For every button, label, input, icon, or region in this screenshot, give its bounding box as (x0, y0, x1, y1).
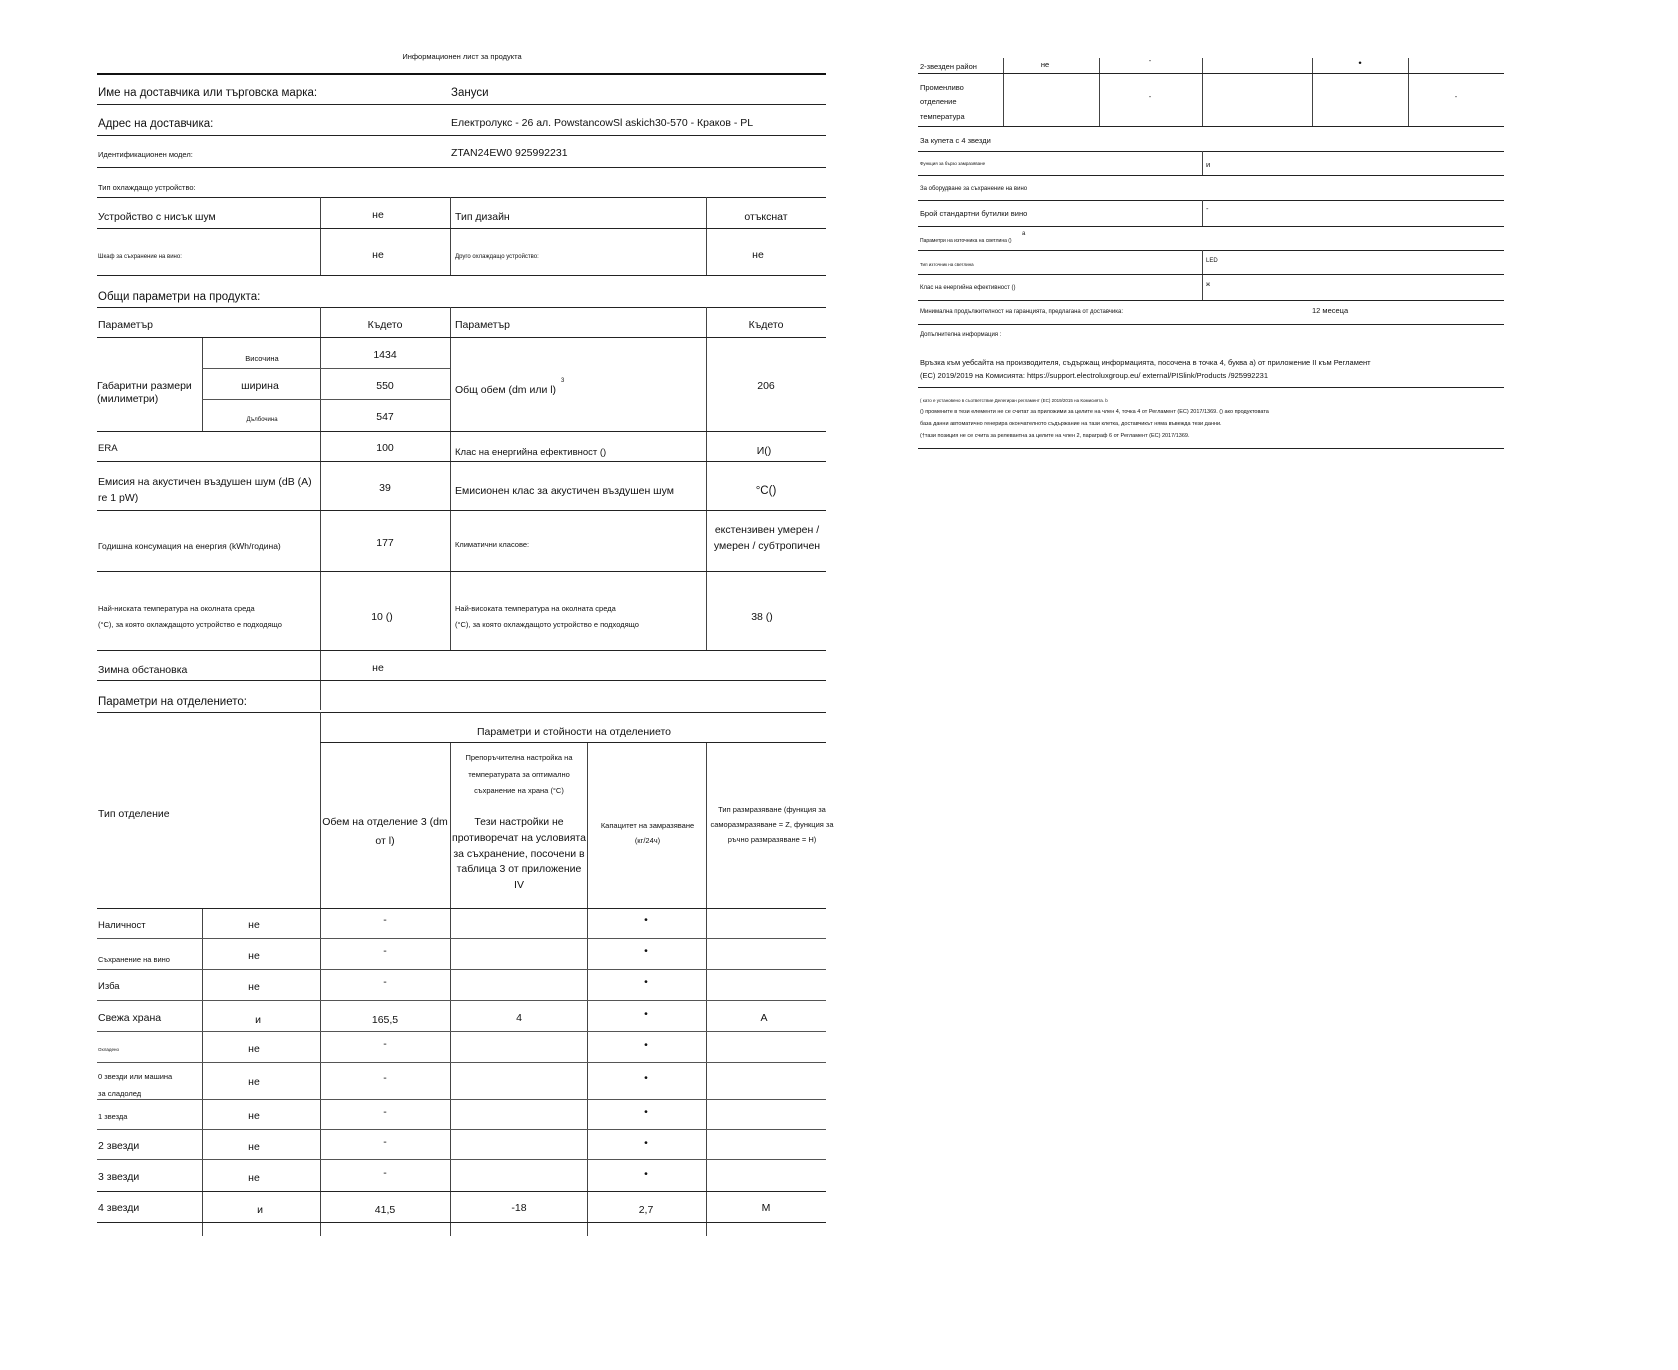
height-label: Височина (245, 354, 279, 363)
additional-label: Допълнителна информация : (920, 332, 1002, 338)
warranty-value: 12 месеца (1312, 306, 1349, 315)
row-volume: - (383, 914, 387, 926)
divider (97, 1031, 826, 1032)
link-text-line1: Връзка към уебсайта на производителя, съдържащ информацията, посочена в точка 4, буква а) от приложение II към Регламент (920, 358, 1371, 367)
row-volume: - (383, 945, 387, 957)
light-class-value: ж (1206, 282, 1211, 288)
wine-heading: За оборудване за съхранение на вино (920, 186, 1028, 192)
row-present: и (255, 1014, 261, 1026)
row-volume: - (383, 1072, 387, 1084)
row-freeze: • (644, 1106, 648, 1118)
divider (97, 650, 826, 651)
divider (97, 908, 826, 909)
divider (918, 250, 1504, 251)
general-heading: Общи параметри на продукта: (98, 291, 261, 303)
divider (97, 1191, 826, 1192)
divider (97, 104, 826, 105)
divider (918, 448, 1504, 449)
col-line (706, 307, 707, 650)
row-volume: - (383, 1038, 387, 1050)
model-label: Идентификационен модел: (98, 150, 193, 159)
row-present: не (248, 1172, 260, 1184)
divider (97, 461, 826, 462)
divider (918, 300, 1504, 301)
divider (918, 387, 1504, 388)
variable-volume: - (1148, 92, 1152, 101)
winter-value: не (372, 662, 384, 674)
row-name: 4 звезди (98, 1202, 140, 1214)
four-star-heading: За купета с 4 звезди (920, 136, 991, 145)
col-line (587, 743, 588, 1236)
winter-label: Зимна обстановка (98, 664, 188, 676)
low-noise-value: не (372, 209, 384, 221)
climate-value: екстензивен умерен / умерен / субтропичен (713, 524, 821, 553)
noise-class-value: °C() (755, 485, 777, 497)
divider (918, 126, 1504, 127)
design-label: Тип дизайн (455, 211, 510, 223)
row-name: Охладено (98, 1047, 119, 1052)
divider (97, 73, 826, 75)
design-value: отъкснат (744, 211, 788, 223)
era-value: 100 (376, 442, 394, 454)
bottles-value: - (1206, 204, 1209, 213)
col-line (1099, 58, 1100, 126)
row-present: не (248, 950, 260, 962)
address-value: Електролукс - 26 ал. PowstancowSl askich30-570 - Краков - PL (451, 117, 754, 129)
col-line (320, 712, 321, 1236)
divider (97, 712, 826, 713)
comp-type-header: Тип отделение (98, 808, 170, 820)
variable-defrost: - (1454, 92, 1458, 101)
wine-label: Шкаф за съхранение на вино: (98, 254, 182, 260)
depth-label: Дълбочина (246, 417, 278, 423)
row-present: не (248, 919, 260, 931)
col-line (450, 197, 451, 275)
footnote-1: ( като е установено в съответствие Делегиран регламент (ЕС) 2019/2015 на Комисията. b (920, 398, 1108, 403)
volume-note: 3 (561, 378, 565, 384)
row-present: и (257, 1204, 263, 1216)
noise-value: 39 (379, 482, 391, 494)
divider (97, 1222, 826, 1223)
divider (97, 275, 826, 276)
divider (97, 337, 826, 338)
divider (97, 307, 826, 308)
volume-value: 206 (757, 380, 775, 392)
light-class-label: Клас на енергийна ефективност () (920, 285, 1016, 291)
divider (918, 151, 1504, 152)
row-freeze: • (644, 914, 648, 926)
row-present: не (248, 981, 260, 993)
depth-value: 547 (376, 411, 394, 423)
row-freeze: • (644, 976, 648, 988)
col-line (1003, 58, 1004, 126)
noise-label: Емисия на акустичен въздушен шум (dB (A) re 1 pW) (98, 476, 312, 505)
width-value: 550 (376, 380, 394, 392)
row-present: не (248, 1141, 260, 1153)
width-label: ширина (241, 380, 279, 392)
bottles-label: Брой стандартни бутилки вино (920, 209, 1028, 218)
divider (97, 1000, 826, 1001)
height-value: 1434 (373, 349, 397, 361)
comp-defrost-header: Тип размразяване (функция за саморазмразяване = Z, функция за ръчно размразяване = H) (710, 805, 834, 844)
col-line (202, 908, 203, 1236)
row-name: 0 звезди или машина за сладолед (98, 1072, 173, 1098)
divider (97, 1062, 826, 1063)
divider (97, 1159, 826, 1160)
doc-title: Информационен лист за продукта (402, 52, 522, 61)
footnote-2: () промените в тези елементи не се считат за приложими за целите на член 4, точка 4 от Регламент (ЕС) 2017/1369. () ако продуктовата (920, 409, 1269, 415)
divider (97, 167, 826, 168)
energy-class-label: Клас на енергийна ефективност () (455, 447, 607, 458)
divider (918, 324, 1504, 325)
col-line (450, 307, 451, 650)
row-present: не (248, 1043, 260, 1055)
row-temp: 4 (516, 1012, 522, 1024)
min-temp-label-line1: Най-ниската температура на околната среда (98, 604, 255, 613)
row-name: Наличност (98, 920, 146, 931)
divider (97, 135, 826, 136)
col-line (1202, 250, 1203, 300)
light-note: а (1022, 231, 1026, 237)
row-freeze: • (644, 1008, 648, 1020)
light-type-label: Тип източник на светлина (920, 262, 974, 267)
divider (918, 226, 1504, 227)
divider (918, 200, 1504, 201)
row-freeze: • (644, 945, 648, 957)
row-volume: - (383, 1136, 387, 1148)
divider (918, 274, 1504, 275)
row-name: 1 звезда (98, 1112, 128, 1121)
address-label: Адрес на доставчика: (98, 118, 214, 130)
min-temp-value: 10 () (371, 611, 393, 623)
two-star-present: не (1040, 60, 1050, 69)
value-header-2: Където (748, 319, 784, 331)
energy-class-value: И() (756, 445, 772, 457)
link-text-line2: (ЕС) 2019/2019 на Комисията: https://support.electroluxgroup.eu/ external/PISlink/Products /925992231 (920, 371, 1268, 380)
comp-temp-header-big: Тези настройки не противоречат на условията за съхранение, посочени в таблица 3 от приложение IV (452, 816, 586, 891)
two-star-volume: - (1148, 56, 1152, 65)
divider (202, 368, 450, 369)
footnote-3: база данни автоматично генерира окончателното съдържание на тази клетка, доставчикът няма въвежда тези данни. (920, 421, 1222, 427)
row-freeze: • (644, 1168, 648, 1180)
divider (320, 742, 826, 743)
col-line (1202, 58, 1203, 126)
divider (97, 938, 826, 939)
other-label: Друго охлаждащо устройство: (455, 254, 539, 260)
col-line (1202, 151, 1203, 175)
climate-label: Климатични класове: (455, 540, 530, 549)
row-volume: 41,5 (374, 1204, 396, 1216)
col-line (706, 743, 707, 1236)
fast-freeze-label: Функция за бързо замразяване (920, 161, 986, 166)
divider (97, 431, 826, 432)
light-type-value: LED (1206, 258, 1218, 264)
col-line (706, 197, 707, 275)
noise-class-label: Емисионен клас за акустичен въздушен шум (455, 485, 674, 497)
row-present: не (248, 1110, 260, 1122)
footnote-4: (†тази позиция не се счита за релевантна за целите на член 2, параграф 6 от Регламент (ЕС) 2017/1369. (920, 433, 1190, 439)
type-heading: Тип охлаждащо устройство: (98, 183, 196, 192)
divider (202, 399, 450, 400)
comp-params-header: Параметри и стойности на отделението (476, 726, 672, 738)
comp-heading: Параметри на отделението: (98, 696, 247, 708)
divider (97, 1099, 826, 1100)
max-temp-value: 38 () (751, 611, 773, 623)
warranty-label: Минимална продължителност на гаранцията, предлагана от доставчика: (920, 309, 1124, 315)
supplier-value: Зануси (451, 87, 489, 99)
row-volume: - (383, 976, 387, 988)
divider (97, 197, 826, 198)
light-heading: Параметри на източника на светлина () (920, 238, 1012, 244)
row-volume: 165,5 (371, 1014, 399, 1026)
divider (97, 571, 826, 572)
volume-label: Общ обем (dm или l) (455, 384, 557, 396)
max-temp-label-line2: (°C), за която охлаждащото устройство е подходящо (455, 620, 639, 629)
row-present: не (248, 1076, 260, 1088)
divider (918, 73, 1504, 74)
other-value: не (752, 249, 764, 261)
row-name: 2 звезди (98, 1140, 140, 1152)
row-volume: - (383, 1167, 387, 1179)
param-header-2: Параметър (455, 319, 510, 331)
divider (97, 1129, 826, 1130)
dims-label: Габаритни размери (милиметри) (97, 380, 192, 406)
col-line (1408, 58, 1409, 126)
model-value: ZTAN24EW0 925992231 (451, 147, 568, 159)
annual-value: 177 (376, 537, 394, 549)
wine-value: не (372, 249, 384, 261)
row-defrost: A (760, 1012, 768, 1024)
comp-temp-header-small: Препоръчителна настройка на температурата за оптимално съхранение на храна (°C) (465, 753, 573, 795)
param-header: Параметър (98, 319, 153, 331)
annual-label: Годишна консумация на енергия (kWh/година) (98, 541, 281, 551)
row-freeze: • (644, 1072, 648, 1084)
divider (97, 680, 826, 681)
variable-label: Променливо отделение температура (920, 83, 965, 121)
row-name: 3 звезди (98, 1171, 140, 1183)
value-header: Където (367, 319, 403, 331)
low-noise-label: Устройство с нисък шум (98, 211, 216, 223)
col-line (320, 197, 321, 275)
comp-volume-header: Обем на отделение 3 (dm от l) (322, 816, 448, 847)
row-volume: - (383, 1106, 387, 1118)
row-defrost: M (761, 1202, 771, 1214)
row-name: Съхранение на вино (98, 955, 170, 964)
row-freeze: • (644, 1137, 648, 1149)
min-temp-label-line2: (°C), за която охлаждащото устройство е подходящо (98, 620, 282, 629)
two-star-freeze: • (1358, 58, 1362, 69)
divider (918, 175, 1504, 176)
row-name: Свежа храна (98, 1012, 162, 1024)
row-temp: -18 (511, 1202, 527, 1214)
two-star-label: 2-звезден район (920, 62, 977, 71)
row-freeze: 2,7 (638, 1204, 654, 1216)
col-line (1202, 200, 1203, 226)
divider (97, 228, 826, 229)
row-freeze: • (644, 1039, 648, 1051)
row-name: Изба (98, 981, 120, 992)
era-label: ERA (98, 443, 118, 454)
col-line (1312, 58, 1313, 126)
supplier-label: Име на доставчика или търговска марка: (98, 87, 318, 99)
divider (97, 510, 826, 511)
comp-freeze-header: Капацитет на замразяване (кг/24ч) (600, 821, 695, 845)
fast-freeze-value: и (1206, 160, 1211, 169)
divider (97, 969, 826, 970)
max-temp-label-line1: Най-високата температура на околната среда (455, 604, 616, 613)
